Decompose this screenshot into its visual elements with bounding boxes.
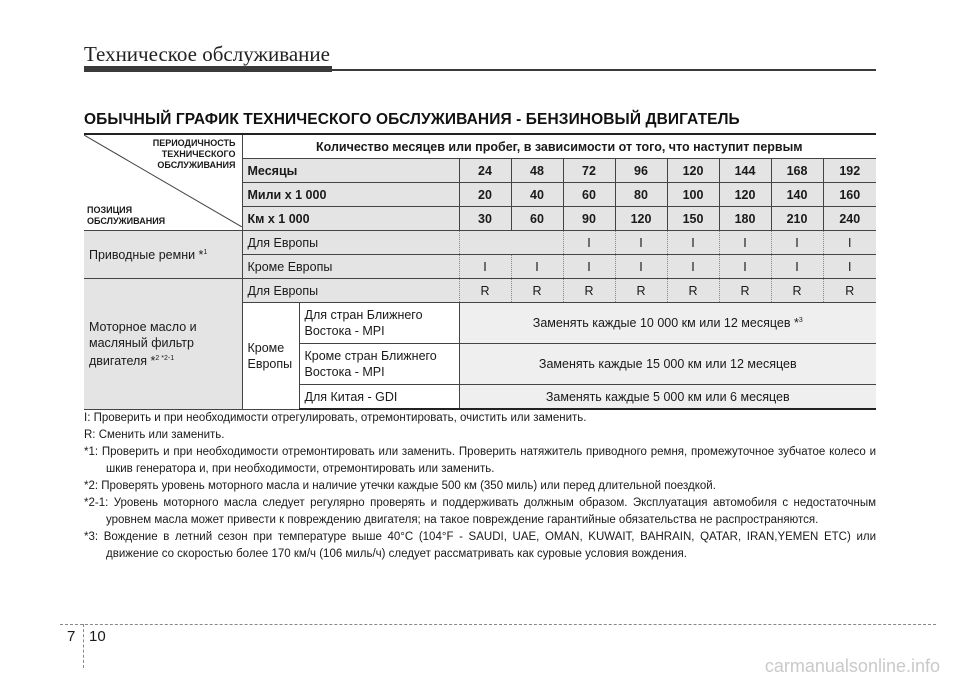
footer-vertical-divider <box>83 624 84 668</box>
note-replace: R: Сменить или заменить. <box>84 429 225 441</box>
oil-middle-east-mpi-interval: Заменять каждые 10 000 км или 12 месяцев *$^3$ <box>459 303 876 344</box>
oil-europe-cell: R <box>615 279 667 303</box>
km-cell: 90 <box>563 207 615 231</box>
miles-cell: 60 <box>563 183 615 207</box>
page-number: 10 <box>89 628 106 645</box>
km-cell: 180 <box>719 207 771 231</box>
footer-divider <box>60 624 936 625</box>
km-cell: 150 <box>667 207 719 231</box>
chapter-number: 7 <box>67 628 76 645</box>
miles-cell: 40 <box>511 183 563 207</box>
oil-middle-east-mpi-label: Для стран Ближнего Востока - MPI <box>299 303 459 344</box>
maintenance-schedule-table <box>84 133 876 410</box>
belt-non-europe-cell: I <box>771 255 823 279</box>
corner-periodicity-label: ПЕРИОДИЧНОСТЬ ТЕХНИЧЕСКОГО ОБСЛУЖИВАНИЯ <box>152 138 236 170</box>
miles-cell: 120 <box>719 183 771 207</box>
belt-non-europe-cell: I <box>459 255 511 279</box>
oil-item-label: Моторное масло и масляный фильтр двигателя *$^{2 *2-1}$ <box>84 279 242 410</box>
header-title: Техническое обслуживание <box>84 42 330 66</box>
oil-europe-cell: R <box>459 279 511 303</box>
oil-europe-cell: R <box>511 279 563 303</box>
belt-non-europe-cell: I <box>511 255 563 279</box>
km-label: Км x 1 000 <box>242 207 459 231</box>
oil-non-europe-label: Кроме Европы <box>242 303 299 410</box>
km-cell: 60 <box>511 207 563 231</box>
months-cell: 144 <box>719 159 771 183</box>
months-cell: 192 <box>823 159 876 183</box>
months-cell: 72 <box>563 159 615 183</box>
miles-cell: 80 <box>615 183 667 207</box>
interval-header-row <box>84 134 876 159</box>
oil-europe-cell: R <box>563 279 615 303</box>
miles-label: Мили x 1 000 <box>242 183 459 207</box>
belt-europe-cell: I <box>615 231 667 255</box>
note-1: *1: Проверить и при необходимости отремонтировать или заменить. Проверить натяжитель приводного ремня, промежуточное зубчатое колесо и шкив генератора и, при необходимости, отремонтировать или заменить. <box>84 446 876 475</box>
belt-non-europe-cell: I <box>719 255 771 279</box>
table-corner-cell <box>84 134 242 231</box>
oil-europe-label: Для Европы <box>242 279 459 303</box>
belt-non-europe-cell: I <box>667 255 719 279</box>
belt-europe-cell: I <box>667 231 719 255</box>
miles-cell: 20 <box>459 183 511 207</box>
months-cell: 120 <box>667 159 719 183</box>
months-cell: 24 <box>459 159 511 183</box>
oil-china-gdi-label: Для Китая - GDI <box>299 385 459 410</box>
interval-header: Количество месяцев или пробег, в зависимости от того, что наступит первым <box>242 134 876 159</box>
belt-non-europe-cell: I <box>615 255 667 279</box>
belt-europe-cell: I <box>823 231 876 255</box>
belt-europe-empty <box>459 231 563 255</box>
months-cell: 168 <box>771 159 823 183</box>
oil-europe-row <box>84 279 876 303</box>
belt-europe-label: Для Европы <box>242 231 459 255</box>
oil-non-middle-east-mpi-label: Кроме стран Ближнего Востока - MPI <box>299 344 459 385</box>
header-rule-thick <box>84 66 332 72</box>
oil-non-middle-east-mpi-interval: Заменять каждые 15 000 км или 12 месяцев <box>459 344 876 385</box>
belt-non-europe-cell: I <box>823 255 876 279</box>
belt-europe-cell: I <box>563 231 615 255</box>
note-3: *3: Вождение в летний сезон при температуре выше 40°C (104°F - SAUDI, UAE, OMAN, KUWAIT, BAHRAIN, QATAR, IRAN,YEMEN ETC) или движение со скоростью более 170 км/ч (106 миль/ч) следует рассматривать как суровые условия вождения. <box>84 531 876 560</box>
belt-europe-cell: I <box>771 231 823 255</box>
belt-non-europe-cell: I <box>563 255 615 279</box>
note-2-1: *2-1: Уровень моторного масла следует регулярно проверять и поддерживать должным образом. Эксплуатация автомобиля с недостаточным уровнем масла может привести к повреждению двигателя; на такое повреждение гарантийные обязательства не распространяются. <box>84 497 876 526</box>
oil-china-gdi-interval: Заменять каждые 5 000 км или 6 месяцев <box>459 385 876 410</box>
footnotes <box>84 410 876 563</box>
months-cell: 48 <box>511 159 563 183</box>
corner-position-label: ПОЗИЦИЯ ОБСЛУЖИВАНИЯ <box>87 205 166 226</box>
note-inspect: I: Проверить и при необходимости отрегулировать, отремонтировать, очистить или заменить. <box>84 412 587 424</box>
months-cell: 96 <box>615 159 667 183</box>
watermark: carmanualsonline.info <box>764 656 940 676</box>
miles-cell: 100 <box>667 183 719 207</box>
months-label: Месяцы <box>242 159 459 183</box>
oil-europe-cell: R <box>771 279 823 303</box>
note-2: *2: Проверять уровень моторного масла и наличие утечки каждые 500 км (350 миль) или перед длительной поездкой. <box>84 480 716 492</box>
miles-cell: 140 <box>771 183 823 207</box>
belt-europe-row <box>84 231 876 255</box>
km-cell: 30 <box>459 207 511 231</box>
belt-non-europe-label: Кроме Европы <box>242 255 459 279</box>
belt-europe-cell: I <box>719 231 771 255</box>
oil-europe-cell: R <box>823 279 876 303</box>
section-title: ОБЫЧНЫЙ ГРАФИК ТЕХНИЧЕСКОГО ОБСЛУЖИВАНИЯ - БЕНЗИНОВЫЙ ДВИГАТЕЛЬ <box>84 111 740 128</box>
oil-europe-cell: R <box>719 279 771 303</box>
km-cell: 120 <box>615 207 667 231</box>
miles-cell: 160 <box>823 183 876 207</box>
header-rule-thin <box>332 69 876 71</box>
km-cell: 240 <box>823 207 876 231</box>
km-cell: 210 <box>771 207 823 231</box>
oil-europe-cell: R <box>667 279 719 303</box>
belt-item-label: Приводные ремни *$^1$ <box>84 231 242 279</box>
